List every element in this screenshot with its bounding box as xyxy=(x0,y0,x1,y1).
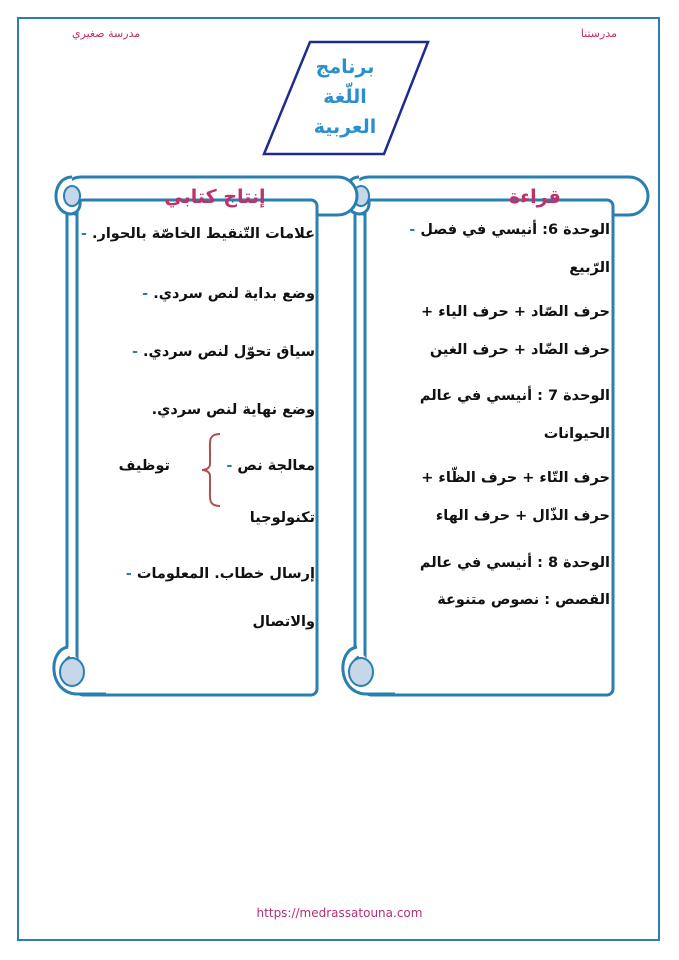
reading-line-6: الحيوانات xyxy=(543,426,610,442)
title-line-1: برنامج xyxy=(315,56,375,78)
reading-body: الوحدة 6: أنيسي في فصل - الرّبيع حرف الصّاد + حرف الياء + حرف الضّاد + حرف الغين الوحدة 7 : أنيسي في عالم الحيوانات حرف التّاء + حرف الظّاء + حرف الذّال + حرف الهاء الوحدة 8 : أنيسي في عالم القصص : نصوص متنوعة xyxy=(409,222,610,608)
reading-heading: قراءة xyxy=(509,186,561,208)
writing-body: علامات التّنقيط الخاصّة بالحوار. - وضع بداية لنص سردي. - سياق تحوّل لنص سردي. - وضع نهاية لنص سردي. معالجة نص - توظيف تكنولوجيا إرسال خطاب. المعلومات - والاتصال xyxy=(80,226,315,630)
reading-line-2: الرّبيع xyxy=(569,260,610,276)
reading-line-8: حرف الذّال + حرف الهاء xyxy=(435,508,610,524)
writing-line-2: وضع بداية لنص سردي. xyxy=(153,286,315,302)
header-school-right: مدرستنا xyxy=(580,27,617,40)
footer-url[interactable]: https://medrassatouna.com xyxy=(256,906,423,920)
reading-line-1: الوحدة 6: أنيسي في فصل xyxy=(420,222,610,238)
writing-line-5: معالجة نص xyxy=(237,458,315,474)
program-title xyxy=(290,52,400,142)
writing-line-8: إرسال خطاب. المعلومات xyxy=(136,566,315,582)
writing-line-7: تكنولوجيا xyxy=(249,510,315,526)
writing-line-4: وضع نهاية لنص سردي. xyxy=(151,402,315,418)
curly-brace xyxy=(200,432,224,508)
reading-line-5: الوحدة 7 : أنيسي في عالم xyxy=(419,388,610,404)
header-school-left: مدرسة صغيري xyxy=(72,27,141,40)
reading-line-3: حرف الصّاد + حرف الياء + xyxy=(421,304,610,320)
reading-line-9: الوحدة 8 : أنيسي في عالم xyxy=(419,555,610,571)
writing-line-1: علامات التّنقيط الخاصّة بالحوار. xyxy=(91,226,315,242)
reading-line-4: حرف الضّاد + حرف الغين xyxy=(429,342,610,358)
title-line-2: اللّغة xyxy=(323,86,367,108)
writing-heading: إنتاج كتابي xyxy=(164,186,266,208)
title-line-3: العربية xyxy=(313,116,377,138)
reading-line-7: حرف التّاء + حرف الظّاء + xyxy=(421,470,610,486)
writing-line-9: والاتصال xyxy=(252,614,315,630)
reading-line-10: القصص : نصوص متنوعة xyxy=(437,592,610,608)
writing-line-3: سياق تحوّل لنص سردي. xyxy=(143,344,315,360)
writing-line-6: توظيف xyxy=(118,458,170,474)
